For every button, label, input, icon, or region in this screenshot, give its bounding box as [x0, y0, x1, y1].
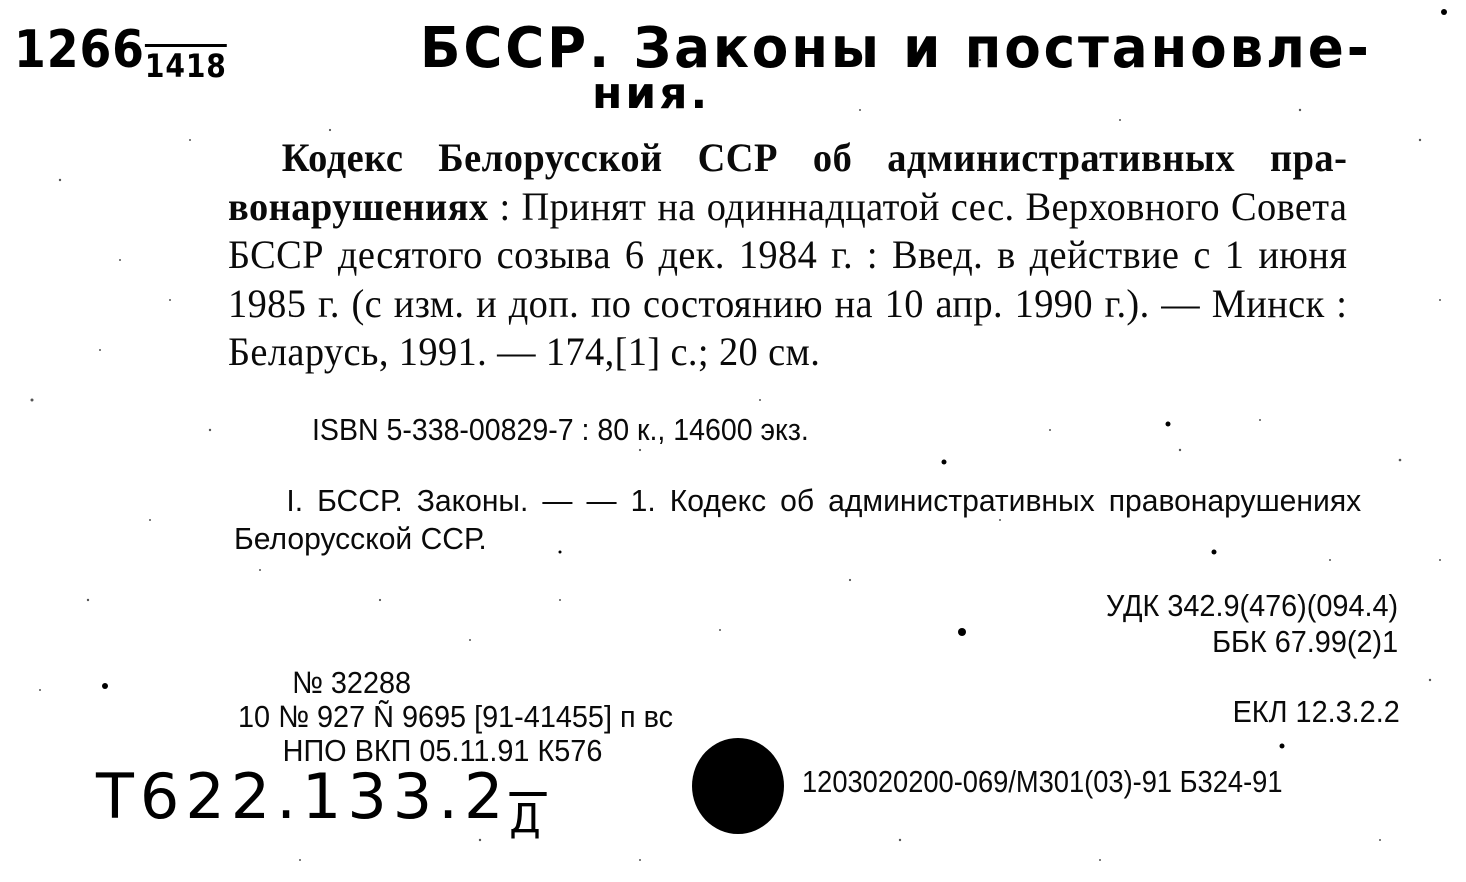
handwritten-call-number	[14, 20, 227, 85]
publisher-codes	[238, 666, 673, 768]
classification-codes	[1106, 588, 1398, 660]
shelf-mark-sub: Д	[509, 796, 547, 842]
ekl-code: ЕКЛ 12.3.2.2	[1232, 694, 1400, 729]
entry-title: Кодекс Белорусской ССР об административных пра-вонарушениях	[228, 135, 1348, 229]
subject-tracings: I. БССР. Законы. — — 1. Кодекс об административных правонарушениях Белорусской ССР.	[234, 483, 1362, 556]
shelf-mark-main: Т622.133.2	[96, 760, 510, 833]
call-number-main: 1266	[14, 20, 145, 80]
punch-hole	[692, 738, 784, 834]
udk-code: УДК 342.9(476)(094.4)	[1105, 588, 1398, 623]
bbk-code: ББК 67.99(2)1	[1211, 624, 1398, 659]
npo-line: НПО ВКП 05.11.91 К576	[282, 733, 603, 768]
bibliographic-entry	[228, 134, 1347, 377]
card-number: № 32288	[291, 665, 412, 700]
isbn-line: ISBN 5-338-00829-7 : 80 к., 14600 экз.	[312, 412, 809, 447]
call-number-sub: 1418	[144, 47, 227, 85]
order-line: 10 № 927 Ñ 9695 [91-41455] п вс	[238, 699, 674, 734]
handwritten-heading-line2: ния.	[592, 68, 711, 119]
handwritten-shelf-mark	[96, 760, 547, 842]
handwritten-heading-line1: БССР. Законы и постановле-	[420, 16, 1372, 81]
entry-body: : Принят на одиннадцатой сес. Верховного Совета БССР десятого созыва 6 дек. 1984 г. : Введ. в действие с 1 июня 1985 г. (с изм. и доп. по состоянию на 10 апр. 1990 г.). — Минск : Беларусь, 1991. — 174,[1] с.; 20 см.	[228, 183, 1348, 374]
publishing-signature: 1203020200-069/М301(03)-91 Б324-91	[802, 764, 1283, 799]
